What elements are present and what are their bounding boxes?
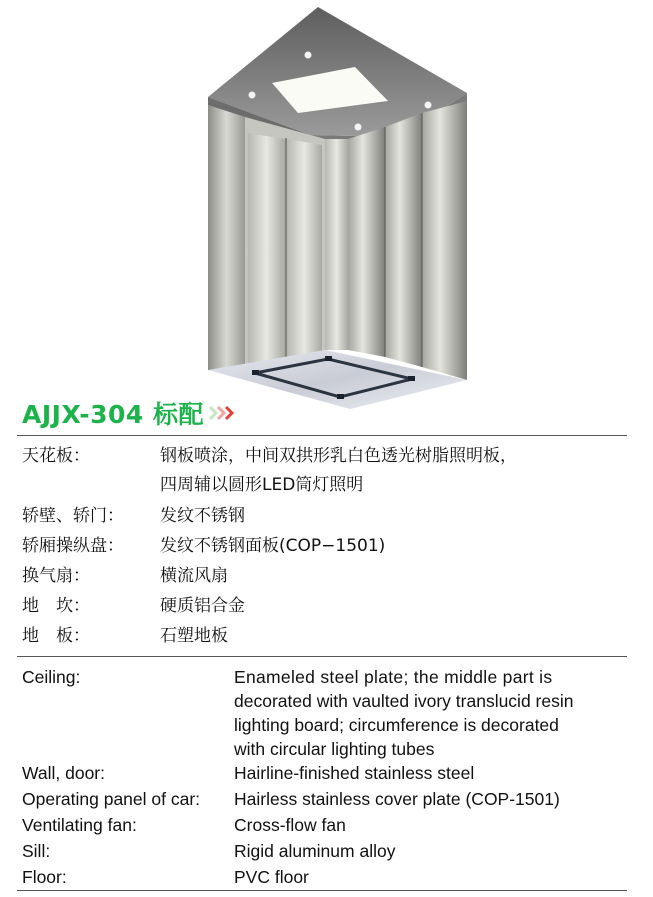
en-spec-value: with circular lighting tubes [234, 739, 435, 759]
cn-spec-value: 四周辅以圆形LED筒灯照明 [160, 475, 364, 495]
cn-spec-label: 轿厢操纵盘： [22, 536, 124, 556]
en-spec-label: Wall, door: [22, 763, 105, 783]
arrow-icon [208, 404, 240, 422]
en-spec-value: Enameled steel plate; the middle part is [234, 667, 553, 687]
en-spec-value: lighting board; circumference is decorated [234, 715, 559, 735]
cn-spec-value: 石塑地板 [160, 626, 228, 646]
cn-spec-label: 地 板： [22, 626, 90, 646]
divider-middle [17, 656, 627, 657]
cn-spec-value: 硬质铝合金 [160, 596, 245, 616]
cn-spec-value: 横流风扇 [160, 566, 228, 586]
en-spec-value: Hairline-finished stainless steel [234, 763, 475, 783]
cn-spec-label: 轿壁、轿门： [22, 506, 124, 526]
divider-bottom [17, 890, 627, 891]
en-spec-label: Operating panel of car: [22, 789, 201, 809]
model-title: AJJX-304 标配 [22, 400, 204, 429]
en-spec-value: Cross-flow fan [234, 815, 346, 835]
divider-top [17, 435, 627, 436]
cn-spec-value: 发纹不锈钢面板(COP−1501) [160, 536, 386, 556]
cn-spec-value: 钢板喷涂，中间双拱形乳白色透光树脂照明板， [160, 446, 517, 466]
cn-spec-label: 天花板： [22, 446, 90, 466]
en-spec-label: Sill: [22, 841, 51, 861]
en-spec-label: Ventilating fan: [22, 815, 137, 835]
en-spec-value: Hairless stainless cover plate (COP-1501) [234, 789, 560, 809]
cn-spec-value: 发纹不锈钢 [160, 506, 245, 526]
elevator-cabin-illustration [200, 5, 480, 413]
cn-spec-label: 换气扇： [22, 566, 90, 586]
title-row [22, 396, 240, 430]
en-spec-value: Rigid aluminum alloy [234, 841, 396, 861]
cn-spec-label: 地 坎： [22, 596, 90, 616]
en-spec-value: PVC floor [234, 867, 309, 887]
en-spec-value: decorated with vaulted ivory translucid resin [234, 691, 574, 711]
en-spec-label: Ceiling: [22, 667, 81, 687]
en-spec-label: Floor: [22, 867, 67, 887]
